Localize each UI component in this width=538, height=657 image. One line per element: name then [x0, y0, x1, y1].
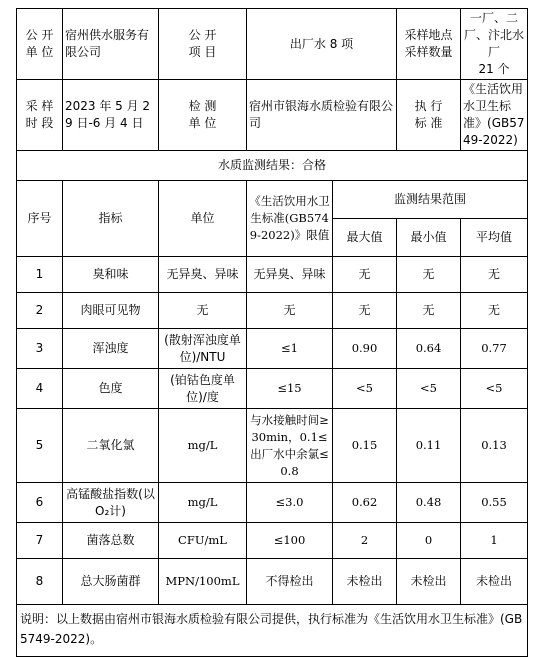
cell-unit: mg/L: [159, 483, 247, 523]
sample-loc-value: 一厂、二厂、汴北水厂 21 个: [461, 9, 528, 80]
agency-value: 宿州市银海水质检验有限公司: [247, 80, 397, 151]
cell-unit: 无: [159, 293, 247, 329]
cell-seq: 3: [17, 329, 63, 369]
cell-min: 无: [397, 293, 461, 329]
col-unit: 单位: [159, 181, 247, 257]
cell-max: 无: [333, 257, 397, 293]
project-label: 公 开 项 目: [159, 9, 247, 80]
cell-indicator: 高锰酸盐指数(以O₂计): [63, 483, 159, 523]
cell-unit: MPN/100mL: [159, 559, 247, 605]
cell-min: 0.48: [397, 483, 461, 523]
cell-seq: 7: [17, 523, 63, 559]
cell-min: 无: [397, 257, 461, 293]
cell-max: 未检出: [333, 559, 397, 605]
summary-text: 水质监测结果：合格: [17, 151, 528, 181]
table-row: [17, 329, 528, 369]
summary-row: [17, 151, 528, 181]
cell-avg: 无: [461, 293, 528, 329]
period-label: 采 样 时 段: [17, 80, 63, 151]
cell-min: <5: [397, 369, 461, 409]
table-row: [17, 293, 528, 329]
cell-max: 0.62: [333, 483, 397, 523]
cell-avg: 未检出: [461, 559, 528, 605]
cell-seq: 5: [17, 409, 63, 483]
cell-limit: ≤100: [247, 523, 333, 559]
column-header-row-1: [17, 181, 528, 219]
cell-seq: 2: [17, 293, 63, 329]
cell-seq: 8: [17, 559, 63, 605]
cell-indicator: 色度: [63, 369, 159, 409]
cell-avg: 0.55: [461, 483, 528, 523]
cell-min: 0: [397, 523, 461, 559]
cell-limit: 无异臭、异味: [247, 257, 333, 293]
cell-indicator: 总大肠菌群: [63, 559, 159, 605]
cell-unit: mg/L: [159, 409, 247, 483]
cell-limit: 与水接触时间≥30min，0.1≤出厂水中余氯≤0.8: [247, 409, 333, 483]
table-row: [17, 257, 528, 293]
org-value: 宿州供水服务有限公司: [63, 9, 159, 80]
col-max: 最大值: [333, 219, 397, 257]
cell-max: 0.15: [333, 409, 397, 483]
header-row-1: [17, 9, 528, 80]
org-label: 公 开 单 位: [17, 9, 63, 80]
cell-avg: 0.13: [461, 409, 528, 483]
cell-limit: ≤15: [247, 369, 333, 409]
cell-min: 0.11: [397, 409, 461, 483]
table-row: [17, 523, 528, 559]
project-value: 出厂水 8 项: [247, 9, 397, 80]
cell-min: 0.64: [397, 329, 461, 369]
cell-unit: CFU/mL: [159, 523, 247, 559]
cell-max: <5: [333, 369, 397, 409]
cell-avg: 0.77: [461, 329, 528, 369]
cell-limit: 无: [247, 293, 333, 329]
cell-indicator: 臭和味: [63, 257, 159, 293]
cell-unit: (散射浑浊度单位)/NTU: [159, 329, 247, 369]
table-row: [17, 483, 528, 523]
cell-avg: 1: [461, 523, 528, 559]
period-value: 2023 年 5 月 29 日-6 月 4 日: [63, 80, 159, 151]
col-limit: 《生活饮用水卫生标准(GB5749-2022)》限值: [247, 181, 333, 257]
cell-avg: 无: [461, 257, 528, 293]
cell-seq: 6: [17, 483, 63, 523]
footnote-text: 说明：以上数据由宿州市银海水质检验有限公司提供，执行标准为《生活饮用水卫生标准》(GB5749-2022)。: [17, 605, 528, 657]
cell-avg: <5: [461, 369, 528, 409]
cell-indicator: 菌落总数: [63, 523, 159, 559]
cell-seq: 1: [17, 257, 63, 293]
col-min: 最小值: [397, 219, 461, 257]
cell-indicator: 二氧化氯: [63, 409, 159, 483]
cell-limit: 不得检出: [247, 559, 333, 605]
cell-max: 无: [333, 293, 397, 329]
table-row: [17, 369, 528, 409]
sample-loc-label: 采样地点 采样数量: [397, 9, 461, 80]
cell-limit: ≤1: [247, 329, 333, 369]
cell-unit: (铂钴色度单位)/度: [159, 369, 247, 409]
cell-unit: 无异臭、异味: [159, 257, 247, 293]
cell-indicator: 肉眼可见物: [63, 293, 159, 329]
col-avg: 平均值: [461, 219, 528, 257]
table-row: [17, 409, 528, 483]
cell-max: 2: [333, 523, 397, 559]
col-range: 监测结果范围: [333, 181, 528, 219]
table-row: [17, 559, 528, 605]
cell-seq: 4: [17, 369, 63, 409]
cell-indicator: 浑浊度: [63, 329, 159, 369]
standard-value: 《生活饮用水卫生标准》(GB5749-2022): [461, 80, 528, 151]
col-indicator: 指标: [63, 181, 159, 257]
agency-label: 检 测 单 位: [159, 80, 247, 151]
header-row-2: [17, 80, 528, 151]
col-seq: 序号: [17, 181, 63, 257]
cell-max: 0.90: [333, 329, 397, 369]
cell-limit: ≤3.0: [247, 483, 333, 523]
cell-min: 未检出: [397, 559, 461, 605]
standard-label: 执 行 标 准: [397, 80, 461, 151]
water-quality-table: [16, 8, 528, 657]
